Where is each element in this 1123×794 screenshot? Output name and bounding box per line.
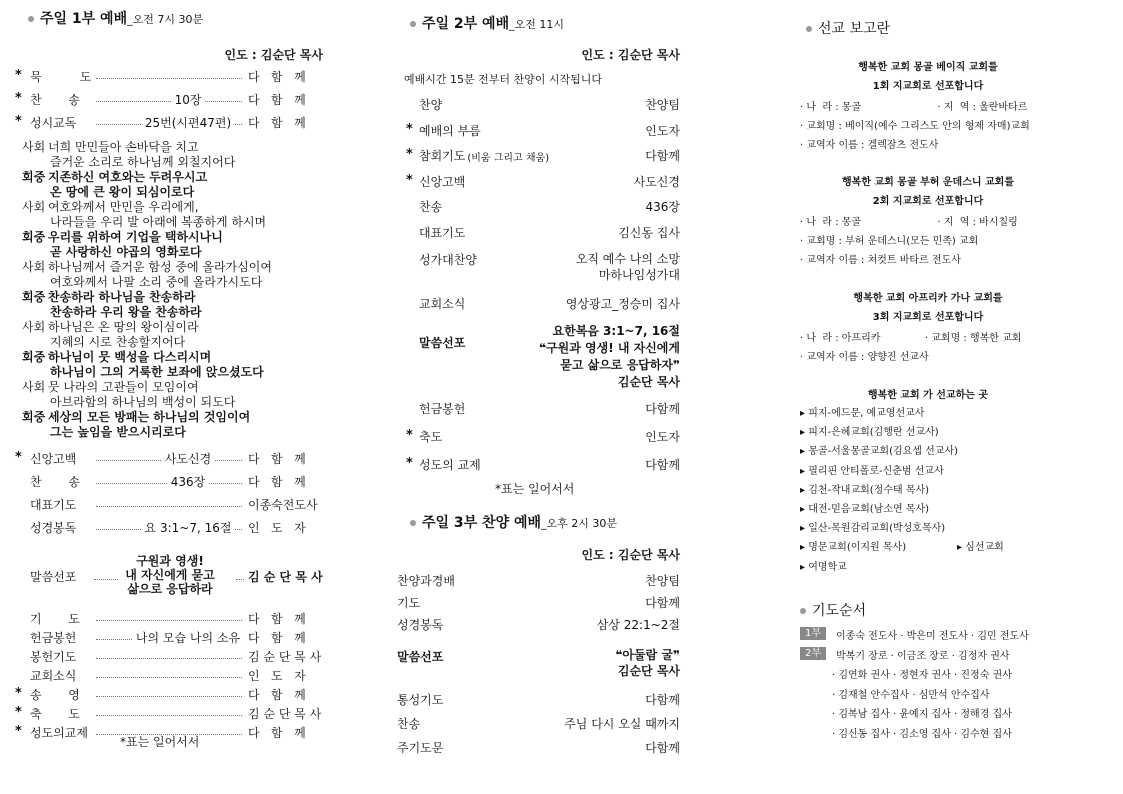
- mission-heading: 행복한 교회 몽골 부허 운데스니 교회를: [842, 177, 1014, 188]
- stand-mark: *: [15, 68, 22, 83]
- dotted-leader: [235, 529, 242, 530]
- item-right: 다함께: [645, 402, 680, 416]
- item-label: 말씀선포: [419, 336, 466, 350]
- mission-place: ▸ 김천-작내교회(정수태 목사): [800, 484, 930, 496]
- reading-line: 그는 높임을 받으시리로다: [50, 425, 186, 439]
- bullet-icon: [410, 520, 416, 526]
- item-right: 김 순 단 목 사: [248, 707, 322, 721]
- item-label: 대표기도: [30, 498, 77, 512]
- sermon-line: 묻고 삶으로 응답하자❞: [560, 358, 680, 372]
- item-right: 김 순 단 목 사: [248, 570, 323, 584]
- item-label: 성시교독: [30, 116, 77, 130]
- dotted-leader: [96, 460, 161, 461]
- stand-mark: *: [406, 428, 413, 443]
- dotted-leader: [96, 101, 171, 102]
- dotted-leader: [96, 124, 141, 125]
- prayer-names: 박복기 장로 · 이금조 장로 · 김정자 권사: [836, 650, 1010, 662]
- reading-line: 여호와께서 만민을 우리에게,: [48, 200, 199, 214]
- reading-line: 찬송하라 하나님을 찬송하라: [48, 290, 196, 304]
- item-detail: 436장: [170, 475, 206, 489]
- item-right: 김신동 집사: [618, 225, 680, 240]
- sermon-line: 구원과 영생!: [136, 554, 204, 568]
- item-right: 다 함 께: [248, 612, 306, 626]
- item-label: 신앙고백: [419, 174, 466, 189]
- dotted-leader: [96, 620, 242, 621]
- item-label: 묵 도: [30, 70, 92, 84]
- reading-role: 회중: [22, 350, 46, 364]
- sermon-line: 김순단 목사: [617, 375, 680, 389]
- mission-heading: 2회 지교회로 선포합니다: [872, 196, 984, 207]
- mission-detail: · 교역자 이름 : 겔렉잠츠 전도사: [800, 140, 939, 151]
- item-label: 성도의 교제: [419, 458, 481, 472]
- stand-mark: *: [406, 147, 413, 162]
- section-title: [800, 600, 866, 620]
- title-text: 주일 3부 찬양 예배: [422, 515, 542, 531]
- mission-heading: 1회 지교회로 선포합니다: [872, 81, 984, 92]
- item-right: 다 함 께: [248, 93, 306, 107]
- mission-heading: 행복한 교회 몽골 베이직 교회를: [858, 62, 998, 73]
- item-label: 말씀선포: [397, 650, 444, 664]
- stand-mark: *: [15, 114, 22, 129]
- item-label: 찬양: [419, 98, 443, 112]
- mission-place: ▸ 몽골-서울몽골교회(김요셉 선교사): [800, 446, 959, 458]
- item-right: 주님 다시 오실 때까지: [564, 717, 680, 731]
- mission-detail: · 교회명 : 부허 운데스니(모든 민족) 교회: [800, 236, 979, 247]
- reading-line: 아브라함의 하나님의 백성이 되도다: [50, 395, 236, 409]
- reading-role: 사회: [22, 260, 46, 274]
- dotted-leader: [96, 506, 242, 507]
- item-label: 교회소식: [419, 297, 466, 311]
- item-detail: 요 3:1~7, 16절: [144, 521, 232, 535]
- reading-line: 세상의 모든 방패는 하나님의 것임이여: [48, 410, 251, 424]
- reading-role: 사회: [22, 380, 46, 394]
- reading-line: 여호와께서 나팔 소리 중에 올라가시도다: [50, 275, 263, 289]
- dotted-leader: [205, 101, 242, 102]
- prayer-names: 이종숙 전도사 · 박은미 전도사 · 김민 전도사: [836, 631, 1029, 642]
- choir-line: 오직 예수 나의 소망: [575, 252, 680, 266]
- mission-place: ▸ 여명학교: [800, 561, 847, 573]
- item-right: 다 함 께: [248, 70, 306, 84]
- item-right: 삼상 22:1~2절: [596, 618, 680, 632]
- item-right: 인 도 자: [248, 521, 306, 535]
- stand-mark: *: [15, 686, 22, 701]
- reading-line: 찬송하라 우리 왕을 찬송하라: [50, 305, 202, 319]
- dotted-leader: [96, 658, 242, 659]
- mission-detail: · 교역자 이름 : 쳐컷트 바타르 전도사: [800, 255, 961, 266]
- choir-line: 마하나임성가대: [598, 268, 680, 282]
- reading-role: 회중: [22, 170, 46, 184]
- item-label: 기도: [397, 596, 421, 610]
- prayer-names: · 김신동 집사 · 김소영 집사 · 김수현 집사: [832, 728, 1012, 740]
- section-title: [410, 13, 564, 33]
- reading-line: 너희 만민들아 손바닥을 치고: [48, 140, 199, 154]
- bullet-icon: [28, 16, 34, 22]
- reading-line: 온 땅에 큰 왕이 되심이로다: [50, 185, 195, 199]
- title-time: _오후 2시 30분: [541, 517, 618, 530]
- item-right: 다 함 께: [248, 688, 306, 702]
- item-detail: 10장: [174, 93, 202, 107]
- footnote: *표는 일어서서: [495, 482, 575, 496]
- stand-mark: *: [15, 450, 22, 465]
- section-title: [410, 512, 617, 532]
- item-label: 찬양과경배: [397, 574, 455, 588]
- reading-line: 지존하신 여호와는 두려우시고: [48, 170, 208, 184]
- mission-detail: · 교역자 이름 : 양향진 선교사: [800, 352, 929, 363]
- section-title: [806, 18, 890, 38]
- dotted-leader: [236, 579, 244, 580]
- item-label: 헌금봉헌: [419, 402, 466, 416]
- bullet-icon: [410, 21, 416, 27]
- sermon-line: 내 자신에게 묻고: [125, 568, 215, 582]
- reading-line: 나라들을 우리 발 아래에 복종하게 하시며: [50, 215, 267, 229]
- item-right: 다함께: [645, 741, 680, 755]
- stand-mark: *: [15, 724, 22, 739]
- item-right: 다함께: [645, 693, 680, 707]
- item-right: 인 도 자: [248, 669, 306, 683]
- dotted-leader: [209, 483, 242, 484]
- leader-text: 인도 : 김순단 목사: [581, 48, 680, 62]
- item-label: 축도: [419, 430, 443, 444]
- leader-text: 인도 : 김순단 목사: [224, 48, 323, 62]
- item-label: 찬송: [419, 200, 443, 214]
- item-label: 성경봉독: [30, 521, 77, 535]
- mission-heading: 행복한 교회 가 선교하는 곳: [867, 390, 989, 401]
- item-right: 이종숙전도사: [248, 498, 318, 512]
- item-right: 찬양팀: [645, 574, 680, 588]
- mission-detail: · 나 라 : 아프리카 · 교회명 : 행복한 교회: [800, 333, 1022, 344]
- item-label: 대표기도: [419, 225, 466, 240]
- item-right: 다 함 께: [248, 452, 306, 466]
- item-label: 참회기도: [419, 149, 466, 163]
- dotted-leader: [96, 78, 242, 79]
- dotted-leader: [96, 696, 242, 697]
- reading-line: 즐거운 소리로 하나님께 외칠지어다: [50, 155, 236, 169]
- service-badge: 2부: [800, 647, 826, 660]
- item-detail: 25번(시편47편): [144, 116, 232, 130]
- item-label: 예배의 부름: [419, 123, 481, 138]
- title-text: 주일 2부 예배: [422, 16, 510, 32]
- item-label: 교회소식: [30, 669, 77, 683]
- item-right: 다함께: [645, 596, 680, 610]
- mission-place: ▸ 피지-에드문, 예교영선교사: [800, 408, 925, 419]
- mission-place: ▸ 일산-목원감리교회(박성호목사): [800, 523, 946, 535]
- stand-mark: *: [406, 172, 413, 188]
- reading-line: 하나님께서 즐거운 함성 중에 올라가심이여: [48, 260, 272, 274]
- dotted-leader: [96, 639, 132, 640]
- item-label: 주기도문: [397, 741, 444, 755]
- reading-line: 뭇 나라의 고관들이 모임이여: [48, 380, 199, 394]
- sermon-line: ❝아둘람 굴❞: [615, 648, 680, 662]
- sermon-line: 요한복음 3:1~7, 16절: [552, 324, 680, 338]
- mission-heading: 행복한 교회 아프리카 가나 교회를: [853, 293, 1003, 304]
- item-detail: 나의 모습 나의 소유: [135, 631, 241, 645]
- reading-role: 회중: [22, 410, 46, 424]
- stand-mark: *: [406, 121, 413, 137]
- prayer-names: · 김재철 안수집사 · 심만석 안수집사: [832, 689, 990, 701]
- item-label: 축 도: [30, 707, 80, 721]
- section-title: [28, 8, 203, 28]
- stand-mark: *: [406, 456, 413, 471]
- item-label: 찬 송: [30, 475, 80, 489]
- title-text: 기도순서: [812, 603, 867, 619]
- service-badge: 1부: [800, 627, 826, 640]
- item-label: 기 도: [30, 612, 80, 626]
- sermon-line: ❝구원과 영생! 내 자신에게: [539, 341, 680, 355]
- reading-role: 사회: [22, 140, 46, 154]
- bullet-icon: [806, 26, 812, 32]
- reading-role: 사회: [22, 200, 46, 214]
- reading-role: 회중: [22, 290, 46, 304]
- item-right: 436장: [645, 200, 680, 214]
- dotted-leader: [215, 460, 242, 461]
- item-right: 사도신경: [633, 174, 680, 189]
- dotted-leader: [96, 715, 242, 716]
- item-label: 신앙고백: [30, 452, 77, 466]
- mission-place: ▸ 피지-은혜교회(김행란 선교사): [800, 427, 939, 439]
- item-right: 김 순 단 목 사: [248, 650, 322, 664]
- item-note: (비움 그리고 채움): [467, 153, 550, 164]
- reading-line: 하나님은 온 땅의 왕이심이라: [48, 320, 199, 334]
- item-right: 찬양팀: [645, 98, 680, 112]
- item-detail: 사도신경: [164, 452, 212, 466]
- dotted-leader: [96, 677, 242, 678]
- item-label: 통성기도: [397, 693, 444, 707]
- item-right: 다 함 께: [248, 475, 306, 489]
- reading-line: 곧 사랑하신 야곱의 영화로다: [50, 245, 202, 259]
- item-label: 성가대찬양: [419, 253, 477, 267]
- mission-place: ▸ 필리핀 안티폴로-신춘범 선교사: [800, 465, 944, 477]
- reading-line: 지혜의 시로 찬송할지어다: [50, 335, 186, 349]
- item-label: 찬송: [397, 717, 421, 731]
- item-right: 인도자: [645, 123, 680, 138]
- title-time: _오전 7시 30분: [127, 13, 204, 26]
- leader-text: 인도 : 김순단 목사: [581, 548, 680, 562]
- prayer-names: · 김연화 권사 · 정현자 권사 · 진정숙 권사: [832, 670, 1012, 681]
- sermon-line: 삶으로 응답하라: [127, 582, 213, 596]
- item-right: 영상광고_정승미 집사: [565, 297, 680, 311]
- stand-mark: *: [15, 91, 22, 106]
- item-right: 다함께: [645, 458, 680, 472]
- mission-detail: · 교회명 : 베이직(예수 그리스도 안의 형제 자매)교회: [800, 121, 1030, 132]
- title-text: 선교 보고란: [818, 21, 891, 37]
- item-label: 말씀선포: [30, 570, 77, 584]
- item-label: 봉헌기도: [30, 650, 77, 664]
- title-time: _오전 11시: [509, 18, 564, 31]
- reading-line: 하나님이 뭇 백성을 다스리시며: [48, 350, 212, 364]
- item-right: 인도자: [645, 430, 680, 444]
- sermon-line: 김순단 목사: [617, 664, 680, 678]
- item-label: 헌금봉헌: [30, 631, 77, 645]
- dotted-leader: [235, 124, 242, 125]
- footnote: *표는 일어서서: [120, 735, 200, 749]
- stand-mark: *: [15, 705, 22, 720]
- item-right: 다 함 께: [248, 726, 306, 740]
- reading-line: 하나님이 그의 거룩한 보좌에 앉으셨도다: [50, 365, 264, 379]
- item-label: 송 영: [30, 688, 80, 702]
- mission-place: ▸ 명문교회(이지원 목사) ▸ 심선교회: [800, 542, 1004, 554]
- mission-detail: · 나 라 : 몽골 · 지 역 : 바시칠링: [800, 217, 1018, 228]
- reading-role: 사회: [22, 320, 46, 334]
- bullet-icon: [800, 608, 806, 614]
- reading-line: 우리를 위하여 기업을 택하시나니: [48, 230, 223, 244]
- mission-place: ▸ 대전-믿음교회(남소연 목사): [800, 504, 930, 515]
- reading-role: 회중: [22, 230, 46, 244]
- item-right: 다함께: [645, 149, 680, 163]
- dotted-leader: [96, 483, 167, 484]
- note-text: 예배시간 15분 전부터 찬양이 시작됩니다: [404, 73, 602, 86]
- item-label: 성도의교제: [30, 726, 88, 740]
- dotted-leader: [94, 579, 118, 580]
- dotted-leader: [96, 529, 141, 530]
- item-right: 다 함 께: [248, 116, 306, 130]
- item-label: 찬 송: [30, 93, 80, 107]
- item-label: 성경봉독: [397, 618, 444, 632]
- mission-heading: 3회 지교회로 선포합니다: [872, 312, 984, 323]
- mission-detail: · 나 라 : 몽골 · 지 역 : 울란바타르: [800, 102, 1028, 113]
- prayer-names: · 김복남 집사 · 윤예지 집사 · 정해경 집사: [832, 709, 1012, 720]
- title-text: 주일 1부 예배: [40, 11, 128, 27]
- item-right: 다 함 께: [248, 631, 306, 645]
